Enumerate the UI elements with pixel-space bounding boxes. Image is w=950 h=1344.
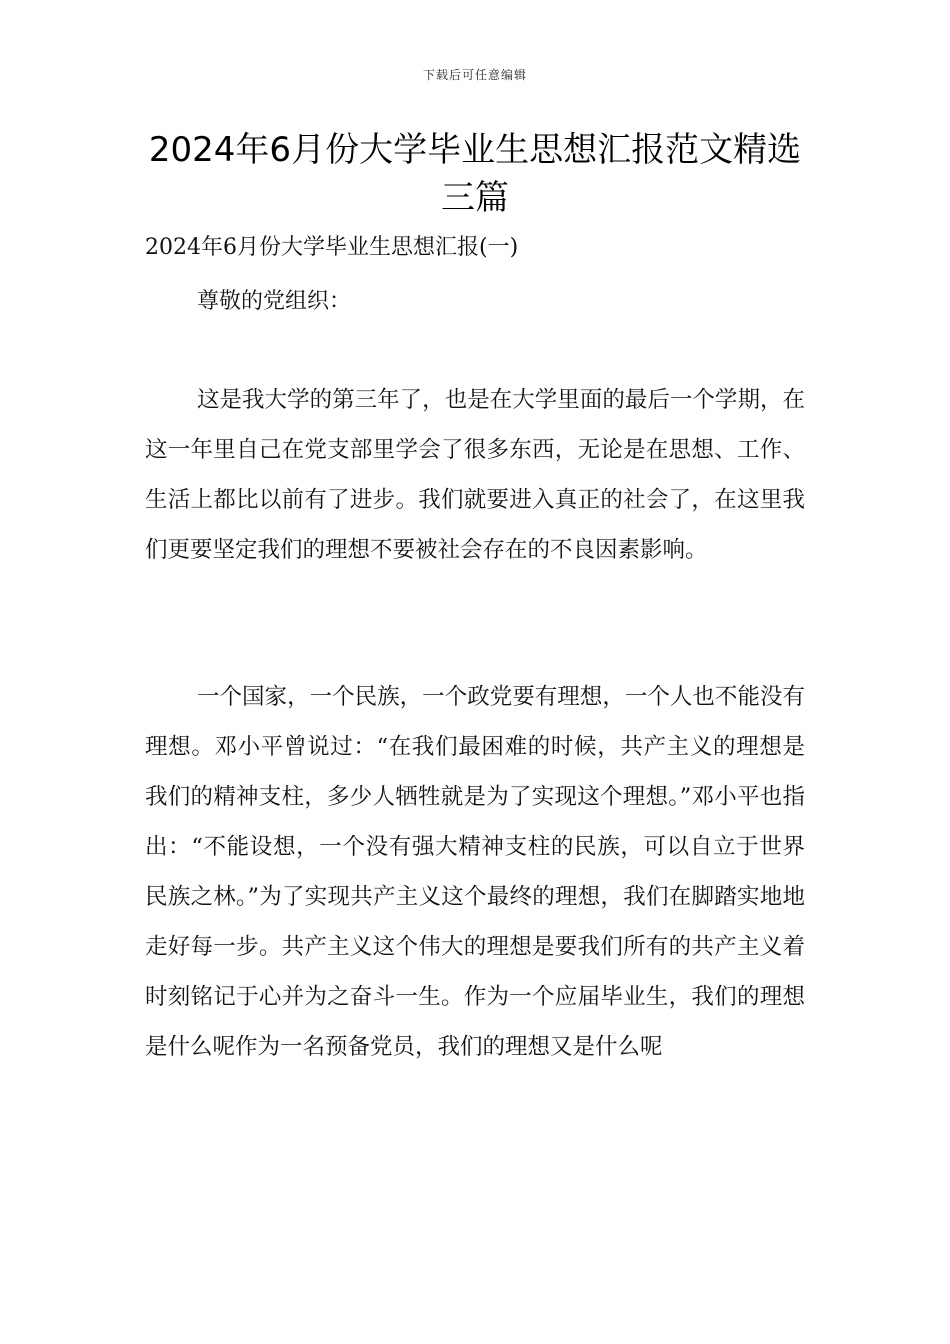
header-note: 下载后可任意编辑 xyxy=(422,68,527,82)
salutation: 尊敬的党组织： xyxy=(197,289,352,314)
body-paragraph-1: 这是我大学的第三年了，也是在大学里面的最后一个学期，在这一年里自己在党支部里学会了很多东西，无论是在思想、工作、生活上都比以前有了进步。我们就要进入真正的社会了，在这里我们更要坚定我们的理想不要被社会存在的不良因素影响。 xyxy=(145,387,805,563)
document-title: 2024年6月份大学毕业生思想汇报范文精选三篇 xyxy=(148,130,802,218)
body-paragraph-2: 一个国家，一个民族，一个政党要有理想，一个人也不能没有理想。邓小平曾说过：“在我们最困难的时候，共产主义的理想是我们的精神支柱，多少人牺牲就是为了实现这个理想。”邓小平也指出：“不能设想，一个没有强大精神支柱的民族，可以自立于世界民族之林。”为了实现共产主义这个最终的理想，我们在脚踏实地地走好每一步。共产主义这个伟大的理想是要我们所有的共产主义着时刻铭记于心并为之奋斗一生。作为一个应届毕业生，我们的理想是什么呢作为一名预备党员，我们的理想又是什么呢 xyxy=(145,684,805,1060)
section-heading: 2024年6月份大学毕业生思想汇报(一) xyxy=(145,235,519,260)
